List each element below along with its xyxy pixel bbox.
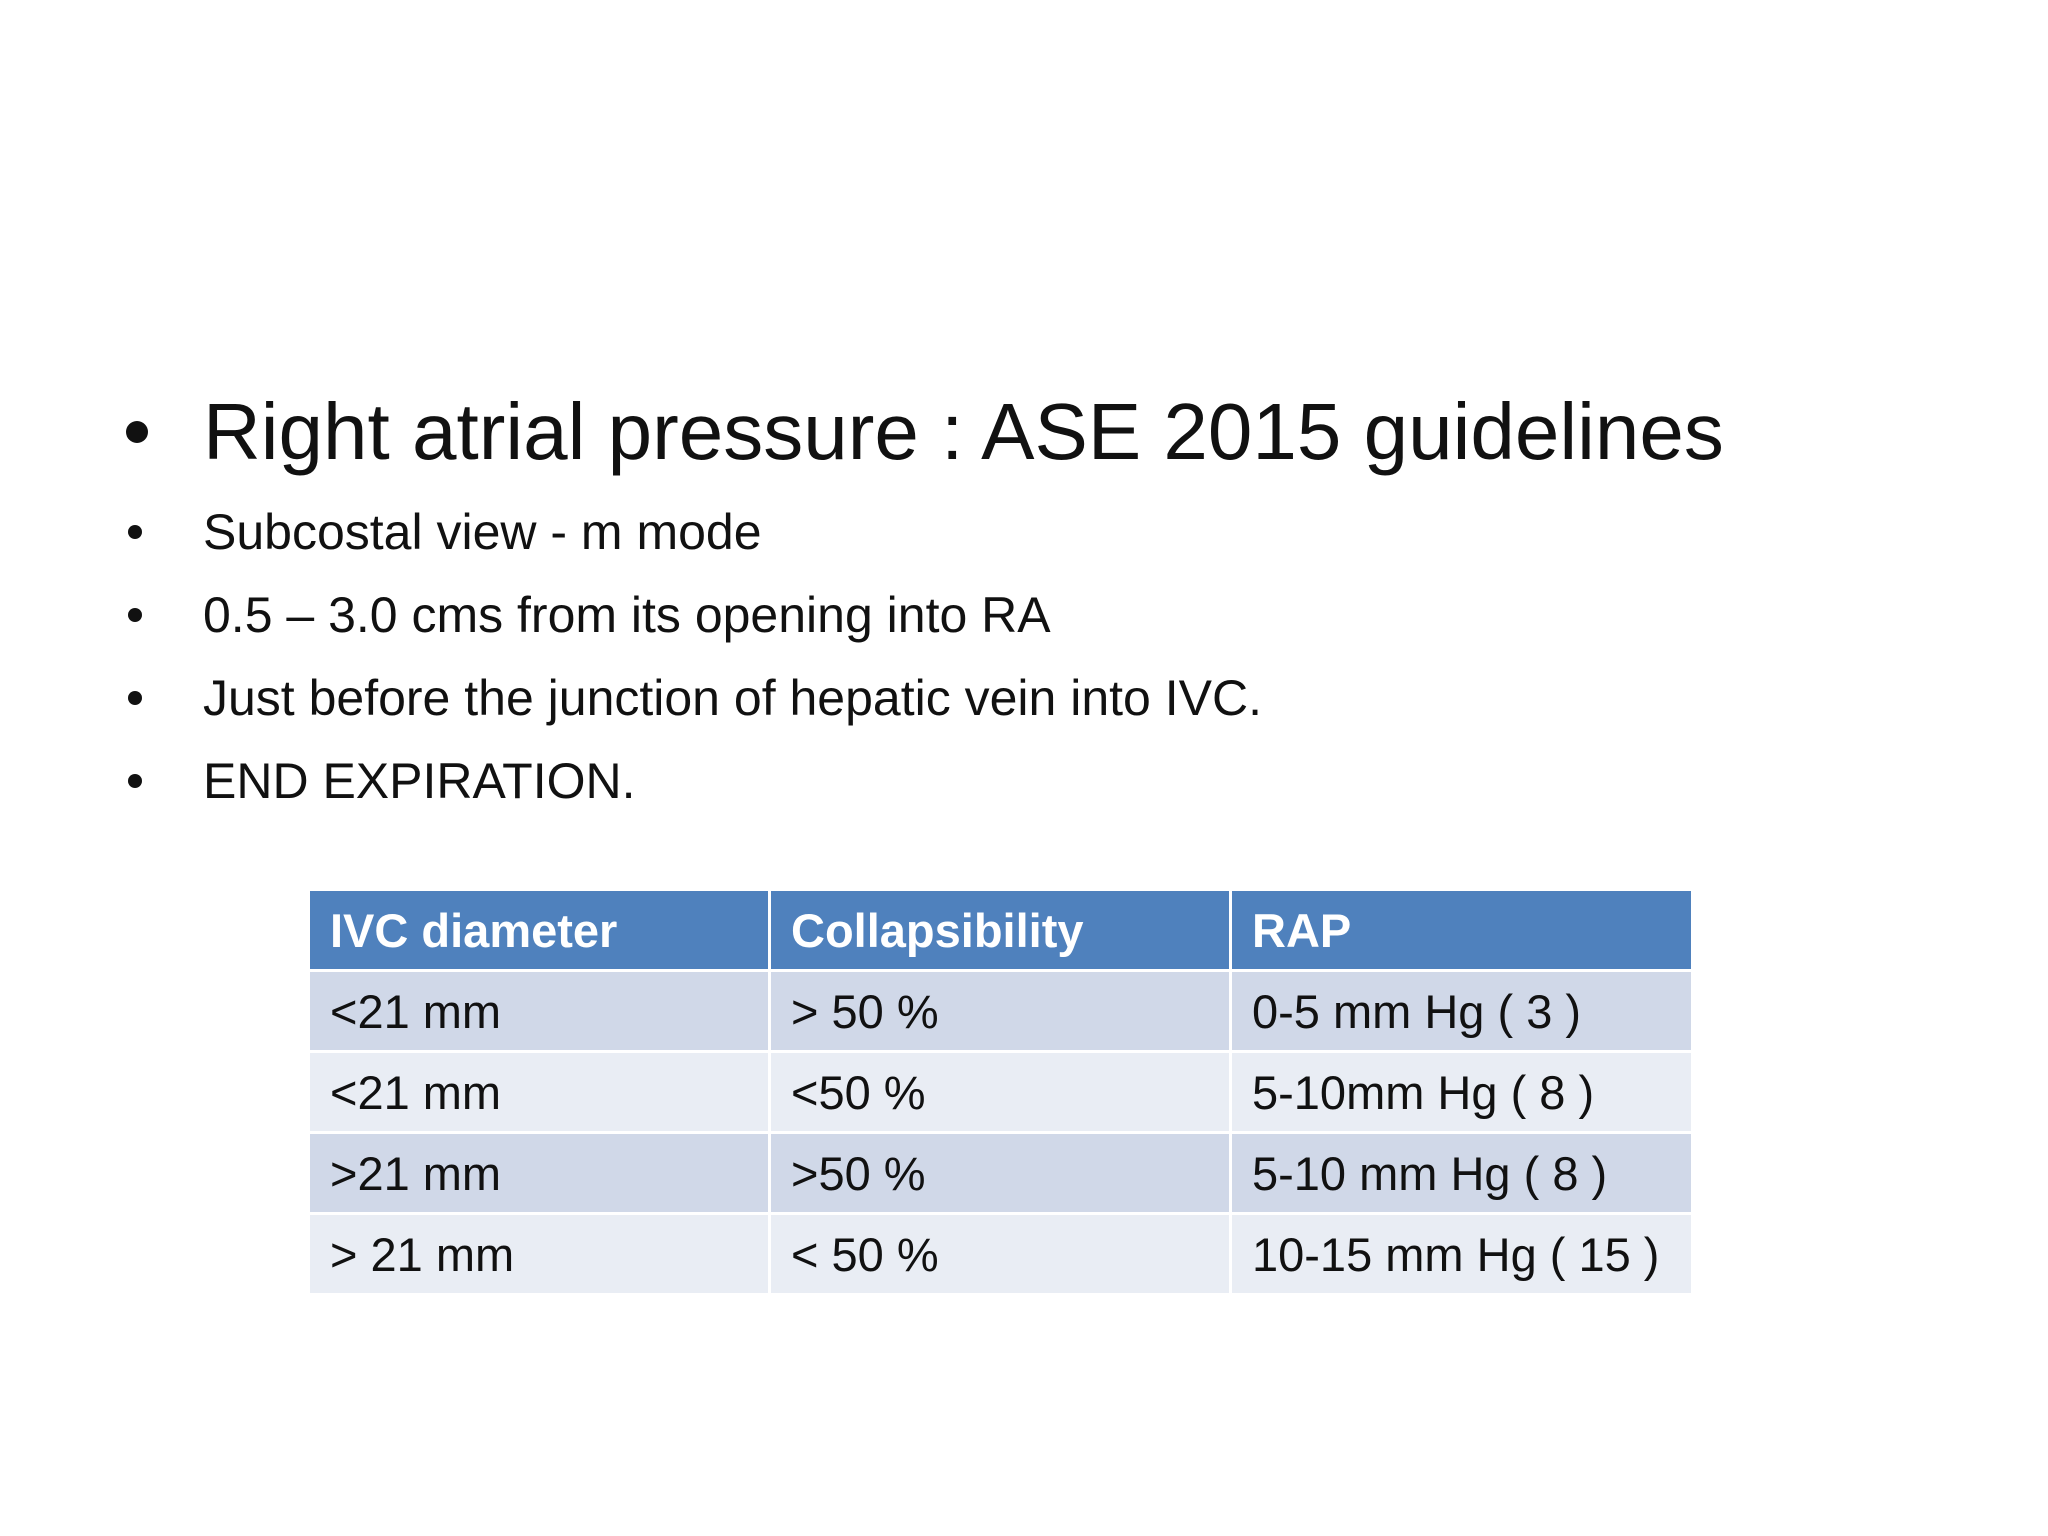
cell-ivc-diameter: <21 mm [309, 971, 770, 1052]
bullet-text: END EXPIRATION. [203, 753, 636, 809]
rap-table [307, 888, 1694, 1296]
bullet-text: 0.5 – 3.0 cms from its opening into RA [203, 587, 1051, 643]
cell-ivc-diameter: > 21 mm [309, 1214, 770, 1295]
cell-collapsibility: <50 % [770, 1052, 1231, 1133]
bullet-icon [128, 525, 142, 539]
header-ivc-diameter: IVC diameter [309, 890, 770, 971]
bullet-icon [128, 774, 142, 788]
cell-ivc-diameter: <21 mm [309, 1052, 770, 1133]
bullet-icon [128, 691, 142, 705]
table-row [309, 971, 1693, 1052]
cell-rap: 5-10 mm Hg ( 8 ) [1231, 1133, 1693, 1214]
bullet-text: Just before the junction of hepatic vein into IVC. [203, 670, 1262, 726]
cell-collapsibility: < 50 % [770, 1214, 1231, 1295]
cell-rap: 0-5 mm Hg ( 3 ) [1231, 971, 1693, 1052]
table-row [309, 1052, 1693, 1133]
bullet-icon [128, 608, 142, 622]
slide-title: Right atrial pressure : ASE 2015 guidelines [203, 387, 1724, 476]
cell-ivc-diameter: >21 mm [309, 1133, 770, 1214]
bullet-icon [126, 421, 148, 443]
cell-rap: 5-10mm Hg ( 8 ) [1231, 1052, 1693, 1133]
table-row [309, 1214, 1693, 1295]
cell-collapsibility: >50 % [770, 1133, 1231, 1214]
table-row [309, 1133, 1693, 1214]
cell-collapsibility: > 50 % [770, 971, 1231, 1052]
cell-rap: 10-15 mm Hg ( 15 ) [1231, 1214, 1693, 1295]
header-rap: RAP [1231, 890, 1693, 971]
bullet-text: Subcostal view - m mode [203, 504, 762, 560]
table-header-row [309, 890, 1693, 971]
header-collapsibility: Collapsibility [770, 890, 1231, 971]
